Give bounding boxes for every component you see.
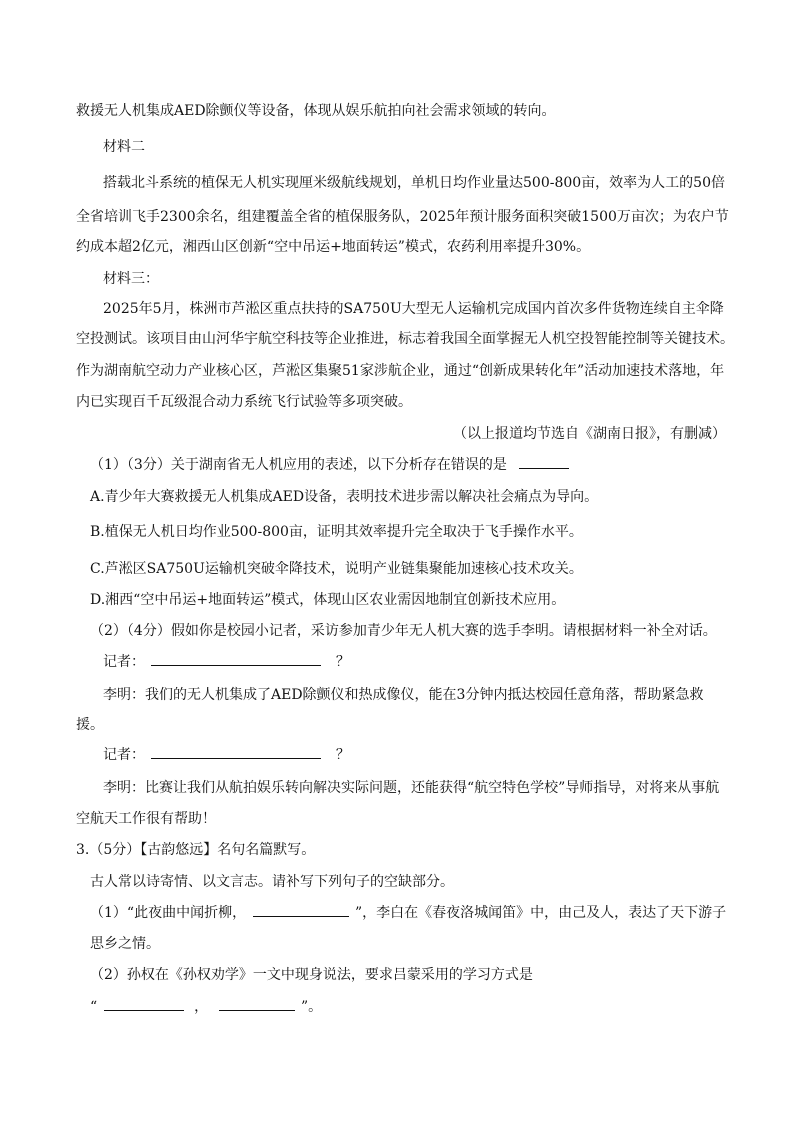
- text-line: 2025年5月，株洲市芦淞区重点扶持的SA750U大型无人运输机完成国内首次多件货物连续自主伞降: [103, 301, 724, 317]
- dialogue-liming: 李明：我们的无人机集成了AED除颤仪和热成像仪，能在3分钟内抵达校园任意角落，帮助紧急救: [103, 687, 704, 703]
- quote-close: ”。: [300, 999, 323, 1015]
- answer-blank[interactable]: [253, 904, 349, 917]
- dialogue-liming: 李明：比赛让我们从航拍娱乐转向解决实际问题，还能获得“航空特色学校”导师指导，对将来从事航: [103, 780, 720, 796]
- text-line: 援。: [76, 717, 104, 733]
- quote-open: “: [90, 999, 98, 1015]
- answer-blank[interactable]: [151, 746, 321, 759]
- option-b: B.植保无人机日均作业500-800亩，证明其效率提升完全取决于飞手操作水平。: [90, 524, 583, 540]
- text-line: 内已实现百千瓦级混合动力系统飞行试验等多项突破。: [76, 394, 412, 410]
- dialogue-reporter: [103, 746, 350, 764]
- section-heading: 材料三：: [103, 271, 159, 287]
- comma: ，: [194, 999, 209, 1015]
- option-a: A.青少年大赛救援无人机集成AED设备，表明技术进步需以解决社会痛点为导向。: [90, 489, 599, 505]
- text-line: 全省培训飞手2300余名，组建覆盖全省的植保服务队，2025年预计服务面积突破1500万亩次；为农户节: [76, 209, 729, 225]
- speaker-label: 记者：: [103, 654, 145, 670]
- text-line: 作为湖南航空动力产业核心区，芦淞区集聚51家涉航企业，通过“创新成果转化年”活动加速技术落地，年: [76, 363, 725, 379]
- question-1: [90, 456, 571, 474]
- question-text: （1）“此夜曲中闻折柳，: [90, 905, 247, 921]
- question-mark: ？: [335, 654, 350, 670]
- text-line: 思乡之情。: [90, 936, 160, 952]
- option-c: C.芦淞区SA750U运输机突破伞降技术，说明产业链集聚能加速核心技术攻关。: [90, 561, 583, 577]
- text-line: 搭载北斗系统的植保无人机实现厘米级航线规划，单机日均作业量达500-800亩，效率为人工的50倍: [103, 175, 725, 191]
- text-line: 救援无人机集成AED除颤仪等设备，体现从娱乐航拍向社会需求领域的转向。: [76, 103, 556, 119]
- answer-blank[interactable]: [151, 653, 321, 666]
- text-line: 空航天工作很有帮助！: [76, 811, 216, 827]
- answer-line: [90, 998, 322, 1016]
- text-line: 空投测试。该项目由山河华宇航空科技等企业推进，标志着我国全面掌握无人机空投智能控制等关键技术。: [76, 331, 734, 347]
- answer-blank[interactable]: [519, 456, 569, 469]
- speaker-label: 记者：: [103, 747, 145, 763]
- option-d: D.湘西“空中吊运+地面转运”模式，体现山区农业需因地制宜创新技术应用。: [90, 592, 566, 608]
- question-1-text: （1）（3分）关于湖南省无人机应用的表述，以下分析存在错误的是: [90, 457, 507, 473]
- question-3-heading: 3.（5分）【古韵悠远】名句名篇默写。: [76, 842, 316, 858]
- source-note: （以上报道均节选自《湖南日报》，有删减）: [453, 426, 726, 442]
- text-line: 约成本超2亿元，湘西山区创新“空中吊运+地面转运”模式，农药利用率提升30%。: [76, 239, 591, 255]
- question-3-1: [90, 904, 726, 922]
- section-heading: 材料二: [103, 139, 145, 155]
- answer-blank[interactable]: [219, 998, 295, 1011]
- question-text: ”，李白在《春夜洛城闻笛》中，由己及人，表达了天下游子: [354, 905, 727, 921]
- question-2: （2）（4分）假如你是校园小记者，采访参加青少年无人机大赛的选手李明。请根据材料一补全对话。: [90, 623, 717, 639]
- question-3-2: （2）孙权在《孙权劝学》一文中现身说法，要求吕蒙采用的学习方式是: [90, 967, 533, 983]
- instruction: 古人常以诗寄情、以文言志。请补写下列句子的空缺部分。: [90, 874, 454, 890]
- dialogue-reporter: [103, 653, 350, 671]
- question-mark: ？: [335, 747, 350, 763]
- answer-blank[interactable]: [104, 998, 184, 1011]
